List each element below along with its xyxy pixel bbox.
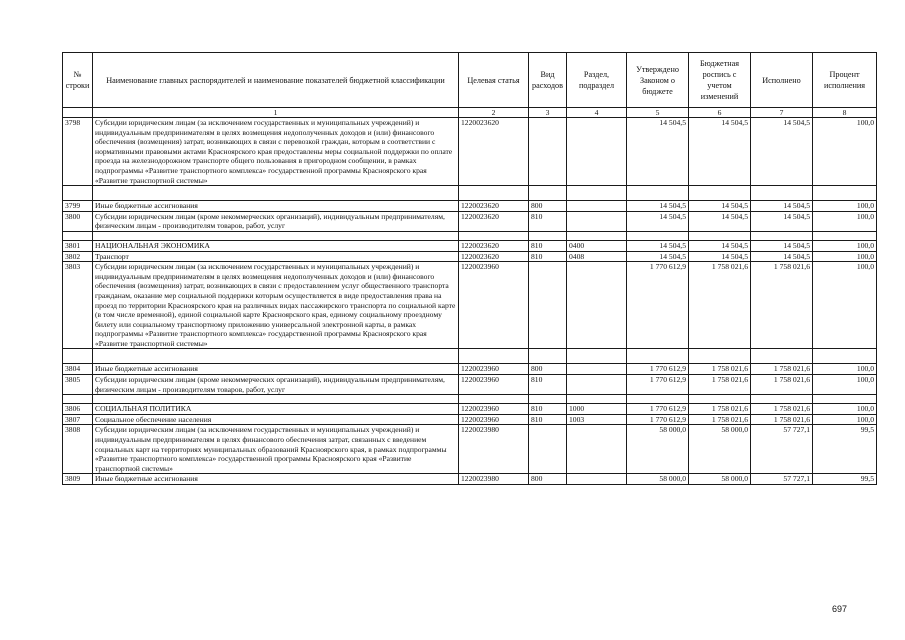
row-name: Субсидии юридическим лицам (за исключением государственных и муниципальных учреждений) и индивидуальным предпринимателям в целях возмещения недополученных доходов и (или) финансового обеспечения (возмещения) затрат, возникающих в связи с предоставлением услуг общественного транспорта гражданам, оказание мер социальной поддержки которым осуществляется в виде предоставления права на проезд по территории Красноярского края на различных видах пассажирского транспорта по социальной карте (в том числе временной), единой социальной карте Красноярского края, единому социальному проездному билету или социальному транспортному приложению универсальной электронной карты, в рамках подпрограммы «Развитие транспортного комплекса» государственной программы Красноярского края «Развитие транспортной системы»	[93, 262, 459, 349]
row-budget-schedule: 1 758 021,6	[689, 404, 751, 415]
table-row	[63, 251, 877, 262]
row-budget-schedule: 14 504,5	[689, 201, 751, 212]
header-target-item: Целевая статья	[459, 53, 529, 108]
row-spacer	[63, 349, 877, 364]
row-number: 3800	[63, 211, 93, 231]
column-number: 1	[93, 108, 459, 118]
page-number: 697	[832, 604, 848, 614]
table-row	[63, 364, 877, 375]
row-percent: 100,0	[813, 375, 877, 395]
row-name: Иные бюджетные ассигнования	[93, 201, 459, 212]
row-target-item: 1220023960	[459, 404, 529, 415]
row-budget-schedule: 58 000,0	[689, 474, 751, 485]
row-executed: 1 758 021,6	[751, 262, 813, 349]
row-number: 3804	[63, 364, 93, 375]
row-target-item: 1220023620	[459, 211, 529, 231]
row-approved: 14 504,5	[627, 118, 689, 186]
row-target-item: 1220023960	[459, 262, 529, 349]
row-budget-schedule: 1 758 021,6	[689, 262, 751, 349]
row-target-item: 1220023980	[459, 474, 529, 485]
header-approved: Утверждено Законом о бюджете	[627, 53, 689, 108]
row-budget-schedule: 1 758 021,6	[689, 364, 751, 375]
row-expense-type: 810	[529, 375, 567, 395]
column-number: 8	[813, 108, 877, 118]
row-approved: 1 770 612,9	[627, 414, 689, 425]
row-number: 3798	[63, 118, 93, 186]
table-body	[63, 108, 877, 485]
table-row	[63, 404, 877, 415]
row-percent: 100,0	[813, 211, 877, 231]
row-expense-type: 800	[529, 364, 567, 375]
row-expense-type: 810	[529, 404, 567, 415]
row-percent: 100,0	[813, 251, 877, 262]
row-section	[567, 425, 627, 474]
column-number: 3	[529, 108, 567, 118]
row-number: 3809	[63, 474, 93, 485]
row-expense-type: 800	[529, 201, 567, 212]
row-executed: 1 758 021,6	[751, 404, 813, 415]
table-row	[63, 414, 877, 425]
row-budget-schedule: 14 504,5	[689, 118, 751, 186]
row-executed: 1 758 021,6	[751, 364, 813, 375]
row-approved: 14 504,5	[627, 211, 689, 231]
row-spacer	[63, 395, 877, 404]
row-target-item: 1220023960	[459, 375, 529, 395]
row-number: 3799	[63, 201, 93, 212]
row-approved: 1 770 612,9	[627, 262, 689, 349]
row-section	[567, 201, 627, 212]
row-section	[567, 474, 627, 485]
header-row-number: № строки	[63, 53, 93, 108]
table-row	[63, 375, 877, 395]
row-target-item: 1220023960	[459, 414, 529, 425]
row-section: 1003	[567, 414, 627, 425]
table-row	[63, 425, 877, 474]
header-executed: Исполнено	[751, 53, 813, 108]
row-section	[567, 364, 627, 375]
row-target-item: 1220023620	[459, 240, 529, 251]
column-number-row	[63, 108, 877, 118]
header-expense-type: Вид расходов	[529, 53, 567, 108]
row-name: СОЦИАЛЬНАЯ ПОЛИТИКА	[93, 404, 459, 415]
row-executed: 14 504,5	[751, 211, 813, 231]
row-number: 3803	[63, 262, 93, 349]
row-target-item: 1220023620	[459, 118, 529, 186]
column-number: 7	[751, 108, 813, 118]
header-percent: Процент исполнения	[813, 53, 877, 108]
row-section: 0400	[567, 240, 627, 251]
row-executed: 14 504,5	[751, 118, 813, 186]
row-section	[567, 211, 627, 231]
row-number: 3808	[63, 425, 93, 474]
row-percent: 99,5	[813, 474, 877, 485]
row-section	[567, 118, 627, 186]
row-approved: 58 000,0	[627, 425, 689, 474]
row-section: 1000	[567, 404, 627, 415]
row-name: Транспорт	[93, 251, 459, 262]
row-target-item: 1220023980	[459, 425, 529, 474]
row-percent: 100,0	[813, 364, 877, 375]
row-approved: 14 504,5	[627, 201, 689, 212]
row-percent: 100,0	[813, 404, 877, 415]
row-budget-schedule: 1 758 021,6	[689, 414, 751, 425]
header-section: Раздел, подраздел	[567, 53, 627, 108]
row-percent: 100,0	[813, 414, 877, 425]
row-percent: 99,5	[813, 425, 877, 474]
row-executed: 14 504,5	[751, 240, 813, 251]
column-number: 4	[567, 108, 627, 118]
row-executed: 1 758 021,6	[751, 375, 813, 395]
row-executed: 1 758 021,6	[751, 414, 813, 425]
table-row	[63, 262, 877, 349]
row-budget-schedule: 14 504,5	[689, 211, 751, 231]
row-spacer	[63, 231, 877, 240]
row-expense-type: 810	[529, 211, 567, 231]
row-percent: 100,0	[813, 262, 877, 349]
budget-table	[62, 52, 877, 485]
row-target-item: 1220023620	[459, 201, 529, 212]
row-expense-type	[529, 425, 567, 474]
row-approved: 14 504,5	[627, 240, 689, 251]
table-row	[63, 201, 877, 212]
row-executed: 14 504,5	[751, 201, 813, 212]
row-name: Субсидии юридическим лицам (кроме некоммерческих организаций), индивидуальным предпринимателям, физическим лицам - производителям товаров, работ, услуг	[93, 211, 459, 231]
row-name: Иные бюджетные ассигнования	[93, 364, 459, 375]
table-header-row	[63, 53, 877, 108]
column-number: 2	[459, 108, 529, 118]
table-row	[63, 211, 877, 231]
row-expense-type: 810	[529, 414, 567, 425]
row-name: Субсидии юридическим лицам (за исключением государственных и муниципальных учреждений) и индивидуальным предпринимателям в целях возмещения недополученных доходов и (или) финансового обеспечения (возмещения) затрат, возникающих в связи с перевозкой граждан, которым в соответствии с нормативными правовыми актами Красноярского края предоставлены меры социальной поддержки по оплате проезда на железнодорожном транспорте общего пользования в пригородном сообщении, в рамках подпрограммы «Развитие транспортного комплекса» государственной программы Красноярского края «Развитие транспортной системы»	[93, 118, 459, 186]
row-number: 3807	[63, 414, 93, 425]
row-percent: 100,0	[813, 201, 877, 212]
column-number: 6	[689, 108, 751, 118]
row-expense-type	[529, 118, 567, 186]
table-row	[63, 240, 877, 251]
row-number: 3801	[63, 240, 93, 251]
row-percent: 100,0	[813, 240, 877, 251]
row-section: 0408	[567, 251, 627, 262]
row-target-item: 1220023620	[459, 251, 529, 262]
row-executed: 57 727,1	[751, 474, 813, 485]
row-approved: 1 770 612,9	[627, 364, 689, 375]
row-budget-schedule: 1 758 021,6	[689, 375, 751, 395]
row-expense-type: 810	[529, 240, 567, 251]
header-name: Наименование главных распорядителей и наименование показателей бюджетной классификации	[93, 53, 459, 108]
row-section	[567, 262, 627, 349]
row-number: 3802	[63, 251, 93, 262]
row-name: Социальное обеспечение населения	[93, 414, 459, 425]
row-target-item: 1220023960	[459, 364, 529, 375]
row-name: Субсидии юридическим лицам (за исключением государственных и муниципальных учреждений) и индивидуальным предпринимателям в целях финансового обеспечения затрат, связанных с введением социальных карт на территориях муниципальных образований Красноярского края, в рамках подпрограммы «Развитие транспортного комплекса» государственной программы Красноярского края «Развитие транспортной системы»	[93, 425, 459, 474]
row-number: 3806	[63, 404, 93, 415]
row-approved: 1 770 612,9	[627, 375, 689, 395]
row-budget-schedule: 14 504,5	[689, 240, 751, 251]
row-expense-type: 810	[529, 251, 567, 262]
row-approved: 1 770 612,9	[627, 404, 689, 415]
row-approved: 14 504,5	[627, 251, 689, 262]
column-number: 5	[627, 108, 689, 118]
table-row	[63, 118, 877, 186]
row-percent: 100,0	[813, 118, 877, 186]
row-name: Иные бюджетные ассигнования	[93, 474, 459, 485]
row-name: НАЦИОНАЛЬНАЯ ЭКОНОМИКА	[93, 240, 459, 251]
row-expense-type: 800	[529, 474, 567, 485]
row-executed: 14 504,5	[751, 251, 813, 262]
row-name: Субсидии юридическим лицам (кроме некоммерческих организаций), индивидуальным предпринимателям, физическим лицам - производителям товаров, работ, услуг	[93, 375, 459, 395]
row-budget-schedule: 58 000,0	[689, 425, 751, 474]
row-executed: 57 727,1	[751, 425, 813, 474]
row-expense-type	[529, 262, 567, 349]
row-budget-schedule: 14 504,5	[689, 251, 751, 262]
header-budget-schedule: Бюджетная роспись с учетом изменений	[689, 53, 751, 108]
row-section	[567, 375, 627, 395]
row-spacer	[63, 186, 877, 201]
row-approved: 58 000,0	[627, 474, 689, 485]
table-row	[63, 474, 877, 485]
row-number: 3805	[63, 375, 93, 395]
